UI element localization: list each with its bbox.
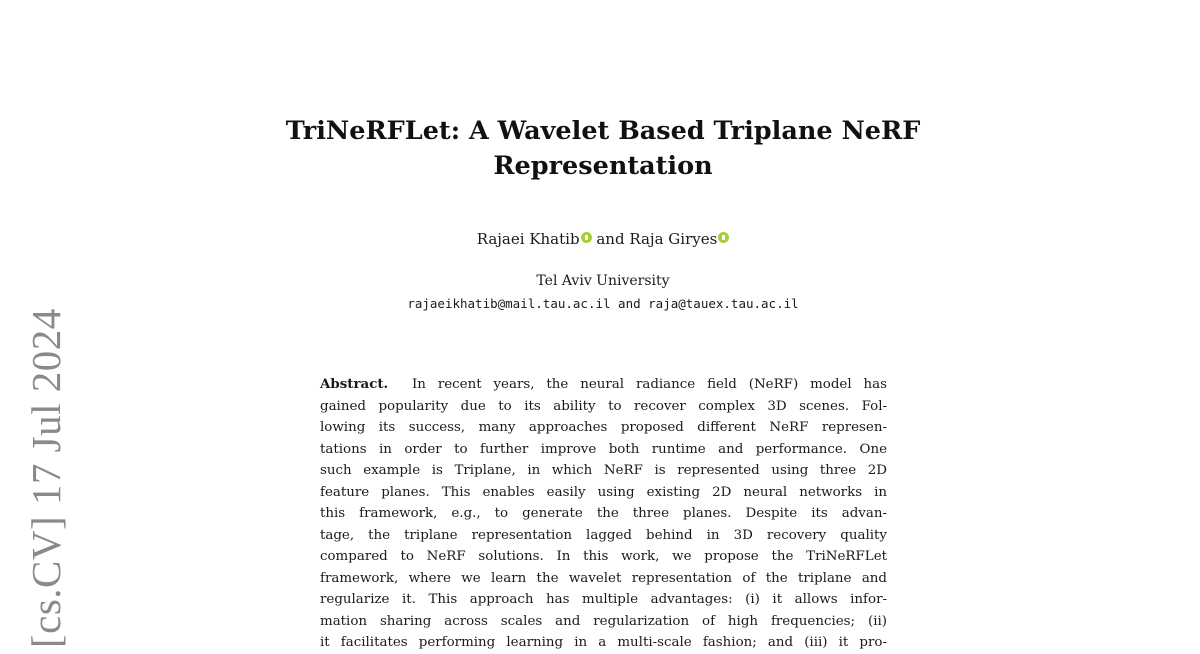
abstract-line: this framework, e.g., to generate the three planes. Despite its advan- — [320, 506, 887, 521]
orcid-icon[interactable] — [718, 232, 729, 243]
abstract-line: gained popularity due to its ability to recover complex 3D scenes. Fol- — [320, 398, 887, 414]
abstract-line: it facilitates performing learning in a multi-scale fashion; and (iii) it pro- — [320, 635, 887, 650]
abstract-line: compared to NeRF solutions. In this work, we propose the TriNeRFLet — [320, 549, 887, 564]
author-emails: rajaeikhatib@mail.tau.ac.il and raja@tauex.tau.ac.il — [407, 296, 799, 311]
abstract — [320, 374, 887, 654]
abstract-line: tations in order to further improve both runtime and performance. One — [320, 441, 887, 457]
abstract-line: Abstract. In recent years, the neural radiance field (NeRF) model has — [320, 376, 887, 392]
abstract-line: feature planes. This enables easily using existing 2D neural networks in — [320, 484, 887, 500]
abstract-line: mation sharing across scales and regularization of high frequencies; (ii) — [320, 613, 887, 629]
abstract-line: lowing its success, many approaches proposed different NeRF represen- — [320, 420, 887, 435]
abstract-line: framework, where we learn the wavelet representation of the triplane and — [320, 570, 887, 586]
affiliation: Tel Aviv University — [536, 273, 670, 289]
arxiv-stamp: [cs.CV] 17 Jul 2024 — [23, 308, 69, 648]
orcid-icon[interactable] — [581, 232, 592, 243]
abstract-label: Abstract. — [320, 376, 389, 392]
abstract-line: regularize it. This approach has multiple advantages: (i) it allows infor- — [320, 592, 887, 607]
paper-title: TriNeRFLet: A Wavelet Based Triplane NeRF Representation — [285, 116, 921, 181]
author-list — [300, 229, 906, 249]
author-connector: and — [596, 230, 625, 248]
author-name-second: Raja Giryes — [629, 230, 718, 248]
abstract-line: tage, the triplane representation lagged behind in 3D recovery quality — [320, 527, 887, 543]
abstract-line: such example is Triplane, in which NeRF is represented using three 2D — [320, 463, 887, 478]
author-name-first: Rajaei Khatib — [476, 230, 580, 248]
